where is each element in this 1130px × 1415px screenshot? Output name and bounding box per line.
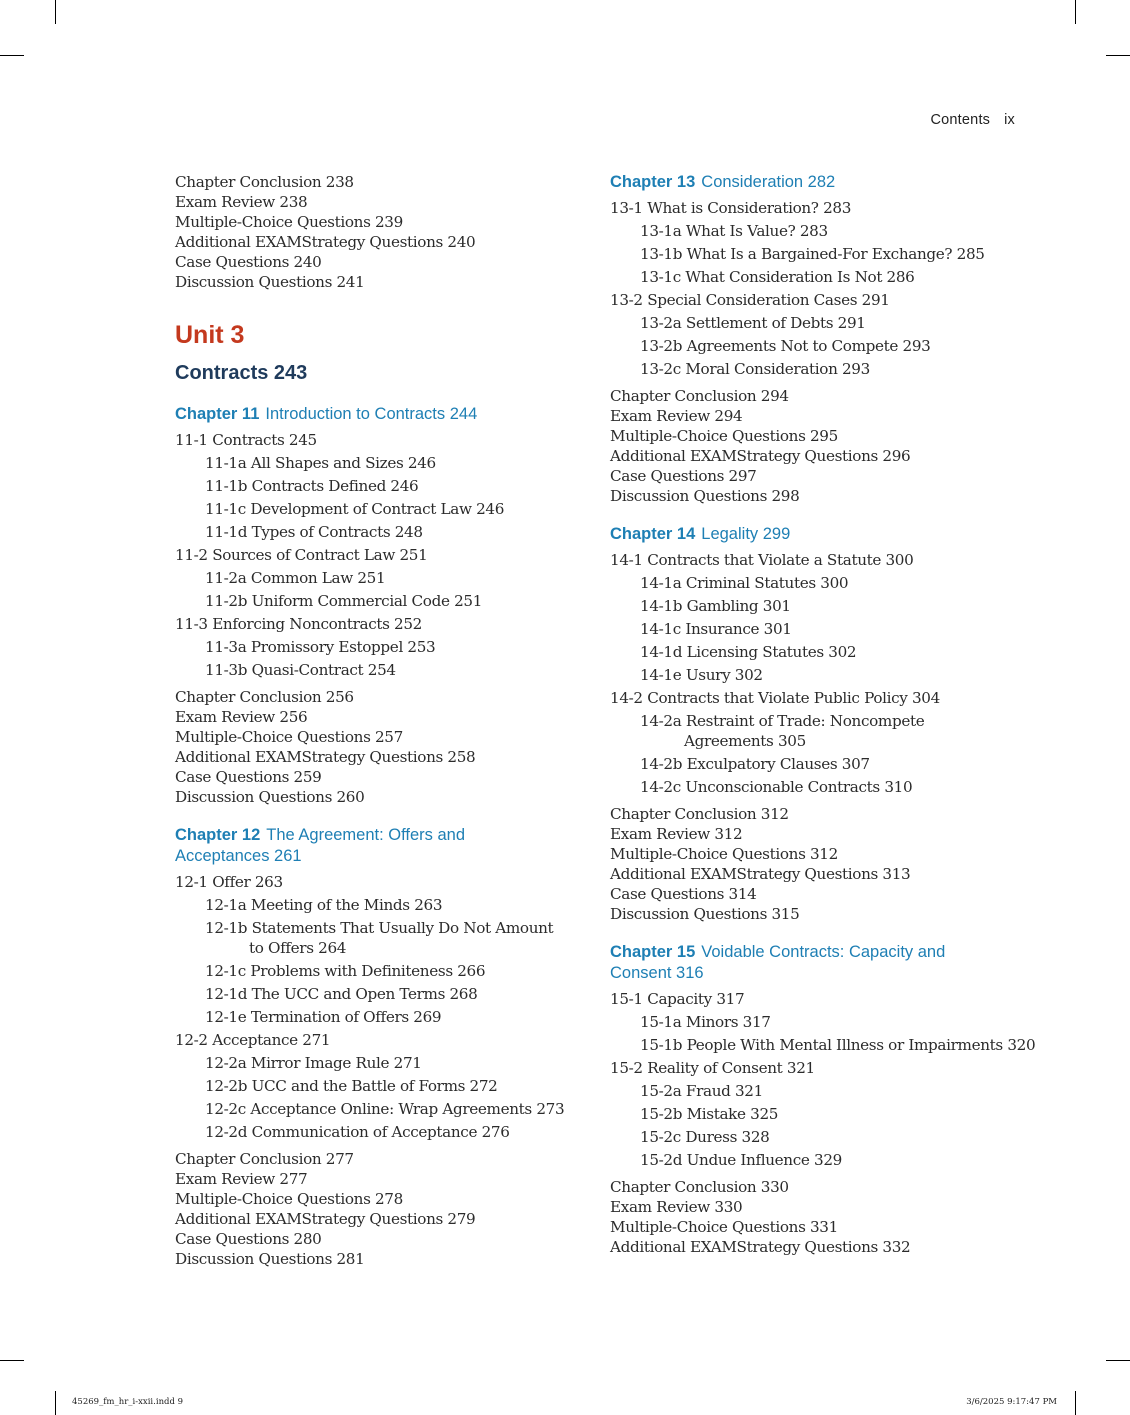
toc-subsection: 12-2c Acceptance Online: Wrap Agreements 273 (205, 1100, 565, 1118)
toc-entry: Exam Review 256 (175, 708, 308, 726)
chapter-title: Voidable Contracts: Capacity and (701, 943, 946, 961)
unit-heading: Unit 3 (175, 321, 245, 349)
toc-entry: Exam Review 312 (610, 825, 743, 843)
toc-entry: Chapter Conclusion 238 (175, 173, 354, 191)
chapter-title-cont: Consent 316 (610, 964, 704, 982)
toc-section: 13-1 What is Consideration? 283 (610, 199, 852, 217)
toc-entry: Multiple-Choice Questions 295 (610, 427, 838, 445)
toc-subsection: 15-2c Duress 328 (640, 1128, 770, 1146)
toc-entry: Case Questions 280 (175, 1230, 322, 1248)
toc-subsection: 11-2a Common Law 251 (205, 569, 386, 587)
toc-section: 15-2 Reality of Consent 321 (610, 1059, 815, 1077)
chapter-heading (610, 524, 1030, 545)
toc-entry: Multiple-Choice Questions 239 (175, 213, 403, 231)
toc-subsection: 15-1a Minors 317 (640, 1013, 771, 1031)
toc-section: 11-2 Sources of Contract Law 251 (175, 546, 428, 564)
toc-entry: Additional EXAMStrategy Questions 258 (175, 748, 476, 766)
chapter-label: Chapter 11 (175, 405, 260, 423)
toc-subsection: 11-1c Development of Contract Law 246 (205, 500, 505, 518)
toc-subsection: 13-2c Moral Consideration 293 (640, 360, 870, 378)
crop-mark-bottom-right-h (1106, 1360, 1130, 1361)
toc-subsection: 11-1d Types of Contracts 248 (205, 523, 423, 541)
chapter-label: Chapter 15 (610, 943, 696, 961)
toc-subsection: 15-2a Fraud 321 (640, 1082, 763, 1100)
toc-entry: Case Questions 259 (175, 768, 322, 786)
toc-subsection: 13-1c What Consideration Is Not 286 (640, 268, 915, 286)
toc-subsection: 15-2d Undue Influence 329 (640, 1151, 842, 1169)
crop-mark-top-left (55, 0, 56, 24)
toc-entry: Exam Review 238 (175, 193, 308, 211)
toc-entry: Multiple-Choice Questions 331 (610, 1218, 838, 1236)
toc-entry: Discussion Questions 298 (610, 487, 800, 505)
chapter-label: Chapter 14 (610, 525, 696, 543)
toc-subsection: 13-2a Settlement of Debts 291 (640, 314, 866, 332)
toc-subsection: 12-1e Termination of Offers 269 (205, 1008, 442, 1026)
toc-subsection: 14-1e Usury 302 (640, 666, 763, 684)
toc-subsection: 14-1d Licensing Statutes 302 (640, 643, 857, 661)
toc-subsection: 14-2b Exculpatory Clauses 307 (640, 755, 870, 773)
toc-entry: Additional EXAMStrategy Questions 332 (610, 1238, 911, 1256)
toc-entry: Additional EXAMStrategy Questions 279 (175, 1210, 476, 1228)
toc-subsection: 12-2d Communication of Acceptance 276 (205, 1123, 510, 1141)
toc-subsection: 13-1a What Is Value? 283 (640, 222, 828, 240)
toc-section: 13-2 Special Consideration Cases 291 (610, 291, 890, 309)
toc-left-column (175, 172, 565, 1269)
crop-mark-bottom-right (1075, 1391, 1076, 1415)
toc-subsection (610, 708, 1030, 751)
toc-subsection: 14-1a Criminal Statutes 300 (640, 574, 849, 592)
toc-subsection: 14-1b Gambling 301 (640, 597, 791, 615)
crop-mark-top-left-h (0, 55, 24, 56)
crop-mark-bottom-left-h (0, 1360, 24, 1361)
toc-entry: Additional EXAMStrategy Questions 240 (175, 233, 476, 251)
toc-entry: Chapter Conclusion 256 (175, 688, 354, 706)
toc-entry: Chapter Conclusion 330 (610, 1178, 789, 1196)
chapter-title-cont: Acceptances 261 (175, 847, 302, 865)
toc-entry: Chapter Conclusion 277 (175, 1150, 354, 1168)
toc-entry: Discussion Questions 241 (175, 273, 365, 291)
toc-entry: Multiple-Choice Questions 312 (610, 845, 838, 863)
toc-subsection: 14-2c Unconscionable Contracts 310 (640, 778, 913, 796)
chapter-title: The Agreement: Offers and (266, 826, 466, 844)
toc-subsection: 12-1a Meeting of the Minds 263 (205, 896, 443, 914)
toc-subsection (175, 915, 555, 958)
toc-section: 12-1 Offer 263 (175, 873, 283, 891)
crop-mark-top-right-h (1106, 55, 1130, 56)
running-head-label: Contents (930, 112, 991, 128)
toc-subsection: 11-1b Contracts Defined 246 (205, 477, 419, 495)
toc-entry: Exam Review 330 (610, 1198, 743, 1216)
toc-subsection: 13-2b Agreements Not to Compete 293 (640, 337, 931, 355)
toc-entry: Discussion Questions 260 (175, 788, 365, 806)
toc-subsection: 11-3a Promissory Estoppel 253 (205, 638, 436, 656)
crop-mark-bottom-left (55, 1391, 56, 1415)
toc-section: 14-1 Contracts that Violate a Statute 300 (610, 551, 914, 569)
toc-subsection: 12-2b UCC and the Battle of Forms 272 (205, 1077, 498, 1095)
chapter-heading (175, 825, 555, 867)
toc-section: 12-2 Acceptance 271 (175, 1031, 331, 1049)
toc-entry: Case Questions 240 (175, 253, 322, 271)
toc-section: 15-1 Capacity 317 (610, 990, 745, 1008)
toc-entry: Exam Review 277 (175, 1170, 308, 1188)
toc-entry: Additional EXAMStrategy Questions 296 (610, 447, 911, 465)
crop-mark-top-right (1075, 0, 1076, 24)
slug-filename: 45269_fm_hr_i-xxii.indd 9 (72, 1397, 184, 1407)
toc-entry: Multiple-Choice Questions 278 (175, 1190, 403, 1208)
toc-subsection-cont: Agreements 305 (684, 732, 806, 750)
toc-subsection: 12-1d The UCC and Open Terms 268 (205, 985, 478, 1003)
toc-section: 11-1 Contracts 245 (175, 431, 317, 449)
toc-right-column (610, 172, 1036, 1257)
toc-subsection: 12-1c Problems with Definiteness 266 (205, 962, 486, 980)
toc-entry: Multiple-Choice Questions 257 (175, 728, 403, 746)
toc-subsection: 13-1b What Is a Bargained-For Exchange? 285 (640, 245, 985, 263)
chapter-heading (610, 942, 1030, 984)
toc-entry: Chapter Conclusion 294 (610, 387, 789, 405)
running-head-page: ix (1004, 112, 1015, 128)
chapter-label: Chapter 12 (175, 826, 261, 844)
chapter-heading (175, 404, 555, 425)
toc-subsection: 11-2b Uniform Commercial Code 251 (205, 592, 483, 610)
toc-section: 14-2 Contracts that Violate Public Policy 304 (610, 689, 940, 707)
toc-subsection: 11-1a All Shapes and Sizes 246 (205, 454, 436, 472)
toc-subsection: 12-2a Mirror Image Rule 271 (205, 1054, 422, 1072)
toc-entry: Case Questions 314 (610, 885, 757, 903)
chapter-heading (610, 172, 1030, 193)
toc-entry: Chapter Conclusion 312 (610, 805, 789, 823)
toc-subsection-text: 14-2a Restraint of Trade: Noncompete (640, 712, 925, 730)
toc-subsection: 15-2b Mistake 325 (640, 1105, 779, 1123)
running-head (930, 112, 1015, 128)
toc-entry: Exam Review 294 (610, 407, 743, 425)
toc-subsection-cont: to Offers 264 (249, 939, 347, 957)
toc-entry: Additional EXAMStrategy Questions 313 (610, 865, 911, 883)
chapter-title: Consideration 282 (701, 173, 836, 191)
toc-subsection: 11-3b Quasi-Contract 254 (205, 661, 396, 679)
unit-title: Contracts 243 (175, 362, 308, 384)
chapter-label: Chapter 13 (610, 173, 696, 191)
toc-entry: Case Questions 297 (610, 467, 757, 485)
chapter-title: Introduction to Contracts 244 (265, 405, 478, 423)
toc-entry: Discussion Questions 315 (610, 905, 800, 923)
toc-subsection: 14-1c Insurance 301 (640, 620, 792, 638)
toc-section: 11-3 Enforcing Noncontracts 252 (175, 615, 422, 633)
toc-entry: Discussion Questions 281 (175, 1250, 365, 1268)
chapter-title: Legality 299 (701, 525, 791, 543)
toc-subsection-text: 12-1b Statements That Usually Do Not Amount (205, 919, 554, 937)
toc-subsection: 15-1b People With Mental Illness or Impairments 320 (640, 1036, 1036, 1054)
slug-timestamp: 3/6/2025 9:17:47 PM (966, 1397, 1057, 1407)
